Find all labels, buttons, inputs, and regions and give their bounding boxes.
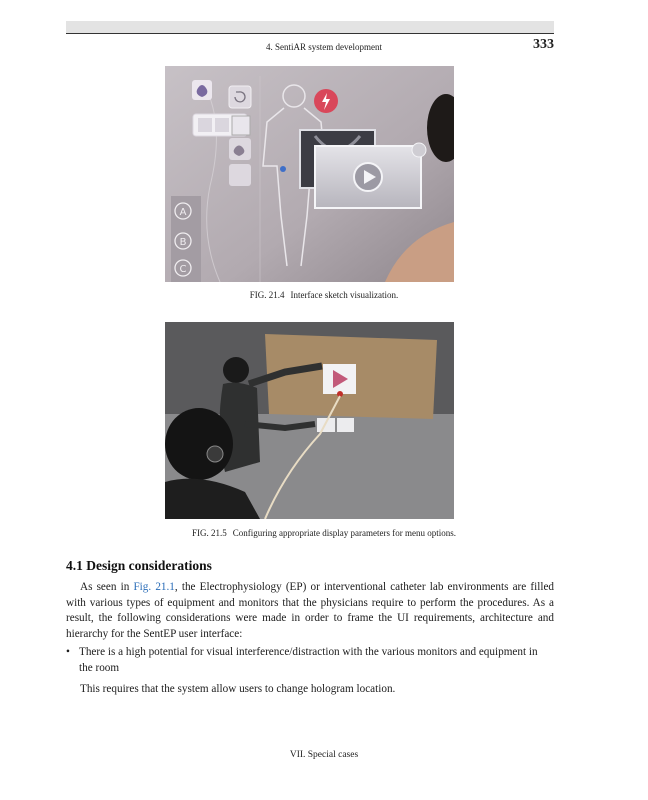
standing-person-head — [223, 357, 249, 383]
figure-label-1: FIG. 21.4 — [249, 290, 285, 300]
figure-label-2: FIG. 21.5 — [192, 528, 227, 538]
body-paragraph — [66, 580, 554, 642]
figure-caption-1 — [0, 290, 648, 300]
body-paragraph-2: This requires that the system allow users to change hologram location. — [80, 683, 396, 695]
header-bar — [66, 21, 554, 33]
bullet-item — [66, 645, 554, 676]
menu-letter-b: B — [179, 237, 187, 248]
running-title: 4. SentiAR system development — [266, 42, 382, 52]
figure-interface-sketch — [165, 66, 454, 282]
section-number: 4.1 — [66, 558, 83, 573]
header-rule — [66, 33, 554, 34]
section-title: Design considerations — [86, 558, 212, 573]
display-config-photo — [165, 322, 454, 519]
bullet-marker: • — [66, 646, 70, 658]
section-heading — [66, 558, 212, 574]
footer-part-label: VII. Special cases — [289, 750, 359, 760]
figure-link[interactable]: Fig. 21.1 — [133, 581, 175, 593]
undo-tile — [229, 86, 251, 108]
menu-letter-c: C — [179, 264, 187, 275]
figure-caption-text-1: Interface sketch visualization. — [290, 290, 399, 300]
paragraph-start: As seen in — [80, 581, 134, 593]
paragraph-rest: , the Electrophysiology (EP) or interventional catheter lab environments are filled with various types of equipment and monitors that the physicians require to perform the procedures. As a result, the following considerations were made in order to frame the UI requirements, architecture and hierarchy for the SentEP user interface: — [66, 581, 555, 640]
interface-sketch-illustration — [165, 66, 454, 282]
bullet-text: There is a high potential for visual interference/distraction with the various monitors and equipment in the room — [79, 646, 538, 674]
figure-caption-2 — [0, 528, 648, 538]
page-number: 333 — [533, 37, 554, 52]
figure-display-config — [165, 322, 454, 519]
seated-person-head — [165, 408, 233, 480]
menu-letter-a: A — [179, 207, 187, 218]
figure-caption-text-2: Configuring appropriate display parameters for menu options. — [232, 528, 456, 538]
